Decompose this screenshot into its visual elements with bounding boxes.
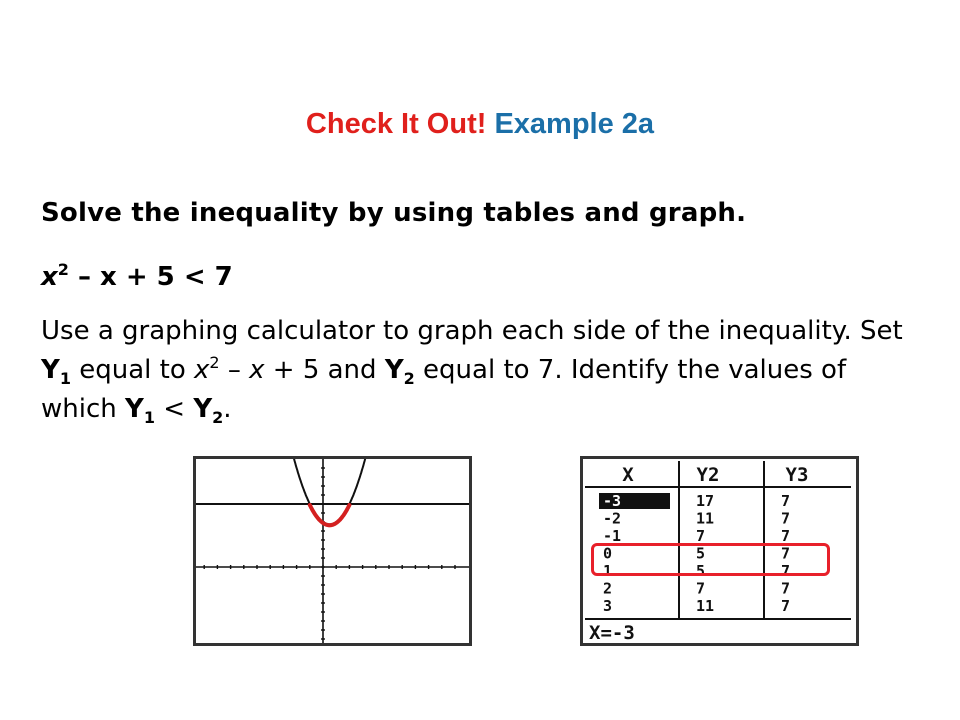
parabola-y1: [293, 459, 366, 524]
table-cell: 7: [781, 492, 791, 510]
para-y2: Y: [384, 355, 404, 385]
para-y1b: Y: [125, 394, 144, 424]
para-text-3: –: [219, 355, 250, 385]
para-sub2: 2: [403, 369, 415, 388]
table-cell: 7: [781, 562, 791, 580]
table-cell: -2: [603, 509, 622, 528]
instruction-text: Solve the inequality by using tables and graph.: [41, 198, 747, 228]
para-text-2: equal to: [70, 355, 194, 385]
para-exp: 2: [209, 353, 220, 372]
solution-highlight: [310, 505, 350, 525]
para-text-4: + 5 and: [264, 355, 385, 385]
table-cell: 7: [781, 509, 791, 528]
column-header: X: [622, 464, 634, 486]
para-x: x: [194, 355, 210, 385]
table-cell: 2: [603, 579, 613, 598]
table-cell: -3: [603, 492, 622, 510]
column-header: Y3: [785, 464, 809, 486]
table-cell: 0: [603, 544, 613, 563]
ineq-exponent: 2: [57, 260, 69, 279]
column-header: Y2: [696, 464, 720, 486]
inequality: [41, 262, 233, 292]
para-y2b: Y: [193, 394, 213, 424]
highlight-box: [591, 543, 830, 576]
explanation-paragraph: [41, 312, 921, 429]
ineq-rest: – x + 5 < 7: [68, 262, 233, 292]
title-example: Example 2a: [494, 108, 655, 140]
table-cell: 5: [696, 544, 706, 563]
para-sub1b: 1: [143, 408, 155, 427]
slide-title: [0, 108, 960, 141]
para-sub2b: 2: [212, 408, 224, 427]
table-cell: 1: [603, 562, 613, 580]
para-text-1: Use a graphing calculator to graph each side of the inequality. Set: [41, 316, 903, 346]
table-cell: 3: [603, 597, 613, 615]
para-text-6: <: [154, 394, 194, 424]
title-check-it-out: Check It Out!: [305, 108, 487, 140]
calculator-graph-screen: [193, 456, 472, 646]
table-cell: 11: [696, 509, 715, 528]
table-cell: 7: [696, 527, 706, 545]
table-cell: 7: [781, 597, 791, 615]
para-text-5: equal to 7. Identify the values of which: [41, 355, 847, 424]
table-cell: 7: [781, 544, 791, 563]
graph-plot: [196, 459, 469, 643]
ineq-x: x: [41, 262, 58, 292]
table-cell: 7: [696, 579, 706, 598]
table-cell: 7: [781, 579, 791, 598]
para-y1: Y: [41, 355, 60, 385]
table-cell: 5: [696, 562, 706, 580]
table-cell: 7: [781, 527, 791, 545]
table-footer: X=-3: [589, 622, 635, 643]
table-cell: 17: [696, 492, 715, 510]
table-cell: -1: [603, 527, 622, 545]
para-x2: x: [249, 355, 265, 385]
para-sub1: 1: [59, 369, 71, 388]
table-cell: 11: [696, 597, 715, 615]
para-text-7: .: [223, 394, 232, 424]
